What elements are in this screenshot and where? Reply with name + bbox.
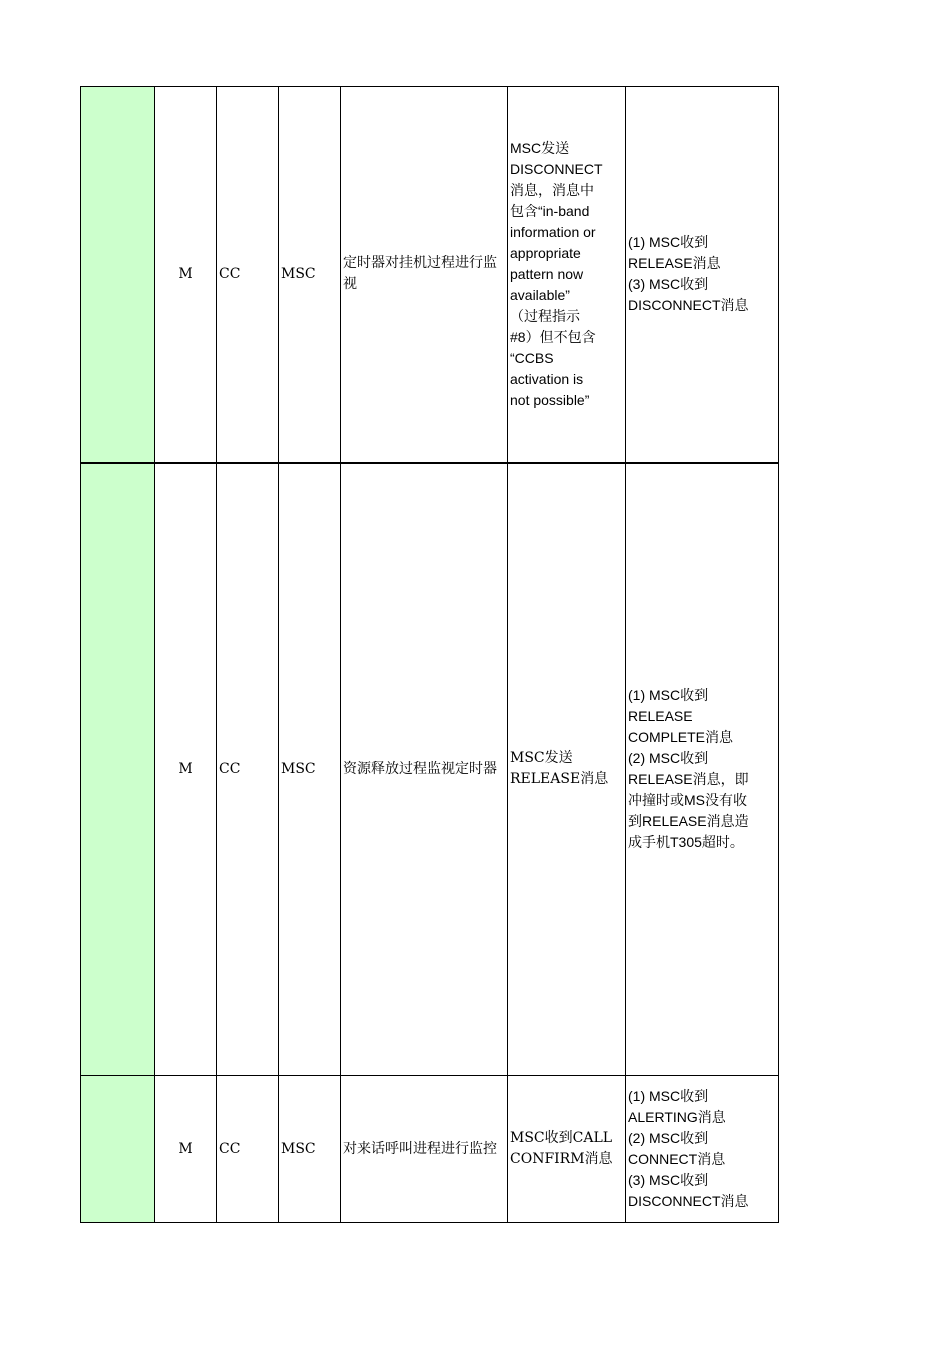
timer-name-cell [81,1076,155,1223]
stop-condition-cell: (1) MSC收到 RELEASE COMPLETE消息 (2) MSC收到 RELEASE消息，即 冲撞时或MS没有收 到RELEASE消息造 成手机T305超时。 [626,463,779,1076]
timer-name-cell [81,87,155,463]
function-cell: 对来话呼叫进程进行监控 [341,1076,508,1223]
timer-table [80,86,779,1223]
type-cell: M [155,1076,217,1223]
function-cell: 资源释放过程监视定时器 [341,463,508,1076]
table-row [81,1076,779,1223]
protocol-cell: CC [217,1076,279,1223]
node-cell: MSC [279,87,341,463]
start-condition-cell: MSC发送 RELEASE消息 [508,463,626,1076]
stop-condition-cell: (1) MSC收到 ALERTING消息 (2) MSC收到 CONNECT消息 (3) MSC收到 DISCONNECT消息 [626,1076,779,1223]
timer-name-cell [81,463,155,1076]
type-cell: M [155,87,217,463]
protocol-cell: CC [217,87,279,463]
function-cell: 定时器对挂机过程进行监视 [341,87,508,463]
node-cell: MSC [279,1076,341,1223]
start-condition-cell: MSC发送 DISCONNECT 消息，消息中 包含“in-band information or appropriate pattern now available” （过程指示 #8）但不包含 “CCBS activation is not possible” [508,87,626,463]
node-cell: MSC [279,463,341,1076]
start-condition-cell: MSC收到CALL CONFIRM消息 [508,1076,626,1223]
table-row [81,463,779,1076]
protocol-cell: CC [217,463,279,1076]
stop-condition-cell: (1) MSC收到 RELEASE消息 (3) MSC收到 DISCONNECT消息 [626,87,779,463]
table-row [81,87,779,463]
type-cell: M [155,463,217,1076]
